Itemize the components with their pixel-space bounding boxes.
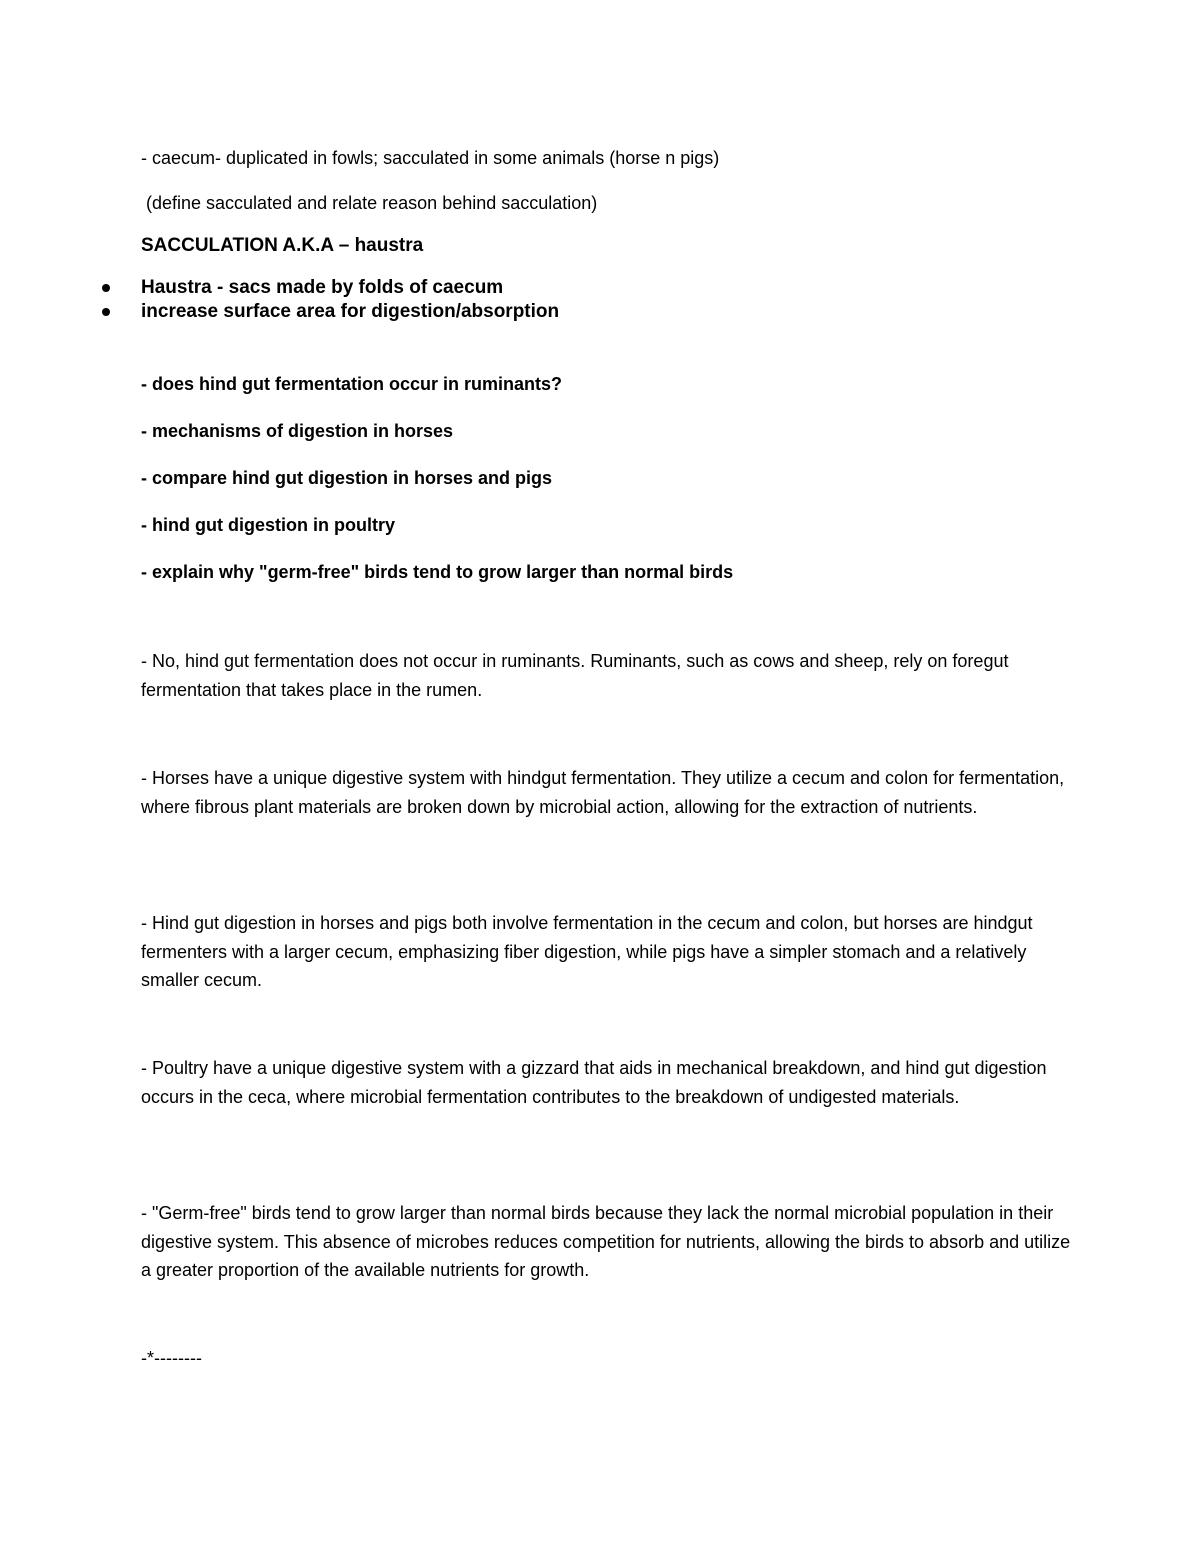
question-compare: - compare hind gut digestion in horses and pigs xyxy=(141,468,553,488)
bullet-item xyxy=(102,299,559,325)
sacculation-heading: SACCULATION A.K.A – haustra xyxy=(141,235,424,256)
question-germ-free: - explain why "germ-free" birds tend to grow larger than normal birds xyxy=(141,562,734,582)
bullet-text: increase surface area for digestion/absorption xyxy=(141,301,560,322)
footer-divider: -*-------- xyxy=(141,1348,202,1368)
answer-poultry: - Poultry have a unique digestive system with a gizzard that aids in mechanical breakdown, and hind gut digestion occurs in the ceca, where microbial fermentation contributes to the breakdown of undigested materials. xyxy=(141,1058,1047,1107)
answer-horses: - Horses have a unique digestive system with hindgut fermentation. They utilize a cecum and colon for fermentation, where fibrous plant materials are broken down by microbial action, allowing for the extraction of nutrients. xyxy=(141,768,1065,817)
note-caecum-line: - caecum- duplicated in fowls; sacculated in some animals (horse n pigs) xyxy=(141,148,720,168)
bullet-text: Haustra - sacs made by folds of caecum xyxy=(141,277,504,298)
question-horses: - mechanisms of digestion in horses xyxy=(141,421,454,441)
question-poultry: - hind gut digestion in poultry xyxy=(141,515,395,535)
question-ruminants: - does hind gut fermentation occur in ruminants? xyxy=(141,374,563,394)
bullet-item xyxy=(102,275,503,301)
answer-compare: - Hind gut digestion in horses and pigs both involve fermentation in the cecum and colon, but horses are hindgut fermenters with a larger cecum, emphasizing fiber digestion, while pigs have a simpler stomach and a relatively smaller cecum. xyxy=(141,913,1033,990)
bullet-dot-icon xyxy=(102,308,110,316)
note-define-line: (define sacculated and relate reason behind sacculation) xyxy=(146,193,598,213)
answer-germ-free: - "Germ-free" birds tend to grow larger than normal birds because they lack the normal microbial population in their digestive system. This absence of microbes reduces competition for nutrients, allowing the birds to absorb and utilize a greater proportion of the available nutrients for growth. xyxy=(141,1203,1071,1280)
bullet-dot-icon xyxy=(102,284,110,292)
answer-ruminants: - No, hind gut fermentation does not occur in ruminants. Ruminants, such as cows and sheep, rely on foregut fermentation that takes place in the rumen. xyxy=(141,651,1009,700)
